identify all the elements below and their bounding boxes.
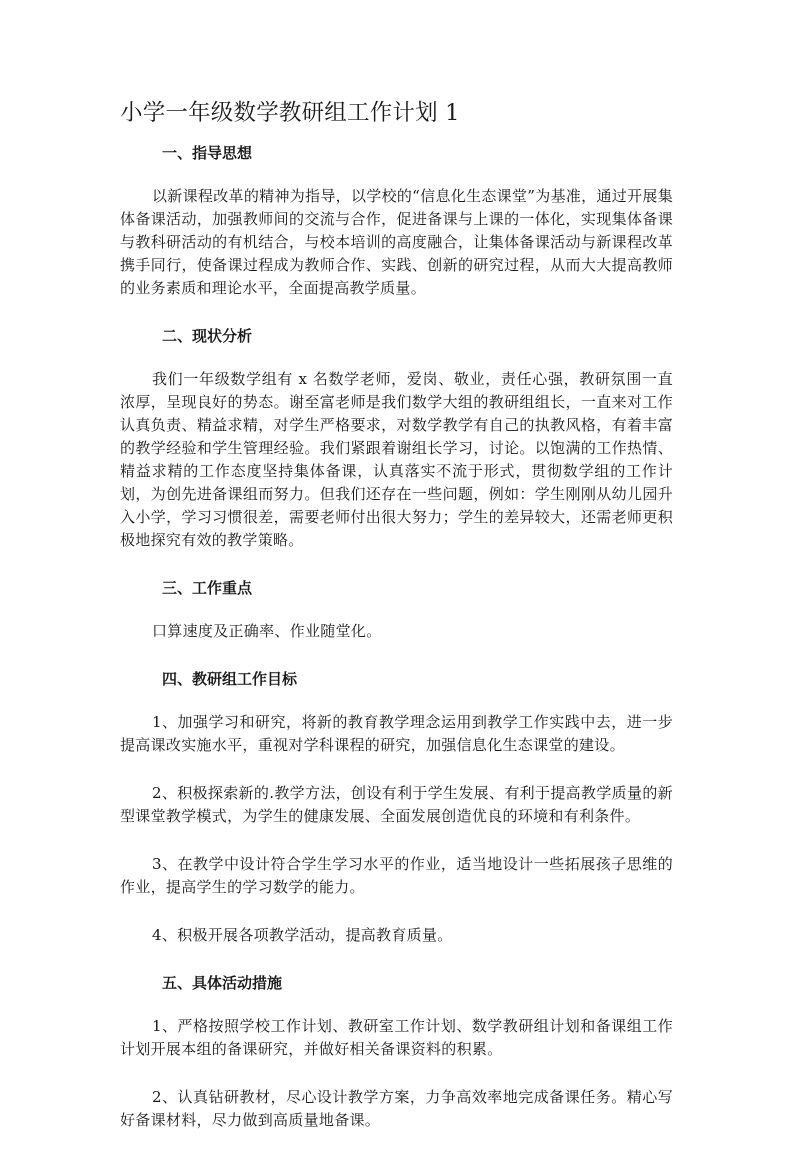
section-work-goals [120,668,673,947]
document-title: 小学一年级数学教研组工作计划 1 [120,100,460,126]
section-status-analysis [120,325,673,552]
section-work-focus [120,577,673,643]
paragraph: 口算速度及正确率、作业随堂化。 [152,622,382,640]
section-heading: 一、指导思想 [162,144,253,162]
section-heading: 四、教研组工作目标 [162,670,298,688]
section-heading: 三、工作重点 [162,579,253,597]
section-activity-measures [120,972,673,1132]
paragraph: 2、认真钻研教材，尽心设计教学方案，力争高效率地完成备课任务。精心写好备课材料，尽力做到高质量地备课。 [120,1088,673,1129]
paragraph: 以新课程改革的精神为指导，以学校的“信息化生态课堂”为基准，通过开展集体备课活动，加强教师间的交流与合作，促进备课与上课的一体化，实现集体备课与教科研活动的有机结合，与校本培训的高度融合，让集体备课活动与新课程改革携手同行，使备课过程成为教师合作、实践、创新的研究过程，从而大大提高教师的业务素质和理论水平，全面提高教学质量。 [120,187,673,297]
paragraph: 我们一年级数学组有 x 名数学老师，爱岗、敬业，责任心强，教研氛围一直浓厚，呈现良好的势态。谢至富老师是我们数学大组的教研组组长，一直来对工作认真负责、精益求精，对学生严格要求，对数学教学有自己的执教风格，有着丰富的教学经验和学生管理经验。我们紧跟着谢组长学习，讨论。以饱满的工作热情、精益求精的工作态度坚持集体备课，认真落实不流于形式，贯彻数学组的工作计划，为创先进备课组而努力。但我们还存在一些问题，例如：学生刚刚从幼儿园升入小学，学习习惯很差，需要老师付出很大努力；学生的差异较大，还需老师更积极地探究有效的教学策略。 [120,370,673,549]
paragraph: 1、严格按照学校工作计划、教研室工作计划、数学教研组计划和备课组工作计划开展本组的备课研究，并做好相关备课资料的积累。 [120,1017,673,1058]
paragraph: 1、加强学习和研究，将新的教育教学理念运用到教学工作实践中去，进一步提高课改实施水平，重视对学科课程的研究，加强信息化生态课堂的建设。 [120,713,673,754]
section-heading: 二、现状分析 [162,327,253,345]
paragraph: 2、积极探索新的.教学方法，创设有利于学生发展、有利于提高教学质量的新型课堂教学模式，为学生的健康发展、全面发展创造优良的环境和有利条件。 [120,784,673,825]
section-heading: 五、具体活动措施 [162,974,283,992]
paragraph: 4、积极开展各项教学活动，提高教育质量。 [152,926,453,944]
paragraph: 3、在教学中设计符合学生学习水平的作业，适当地设计一些拓展孩子思维的作业，提高学生的学习数学的能力。 [120,855,673,896]
section-guiding-ideology [120,142,673,300]
document-page [120,96,673,1157]
